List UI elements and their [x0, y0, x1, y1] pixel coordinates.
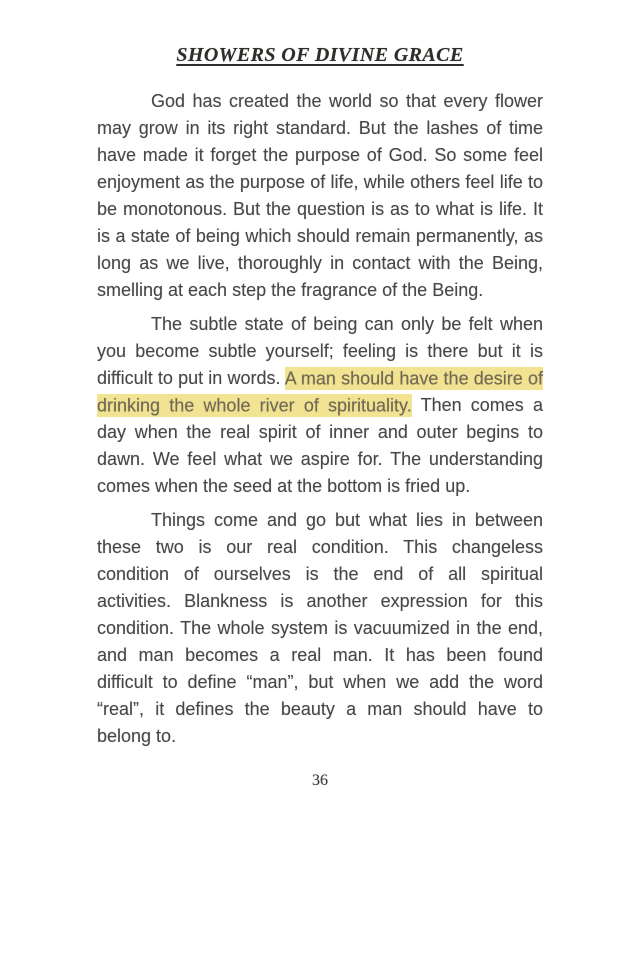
highlighted-sentence: A man should have the desire of drinking the whole river of spirituality. [97, 368, 543, 415]
paragraph-3: Things come and go but what lies in between these two is our real condition. This changeless condition of ourselves is the end of all spiritual activities. Blankness is another expression for this condition. The whole system is vacuumized in the end, and man becomes a real man. It has been found difficult to define “man”, but when we add the word “real”, it defines the beauty a man should have to belong to. [97, 510, 543, 746]
paragraph-1: God has created the world so that every flower may grow in its right standard. But the lashes of time have made it forget the purpose of God. So some feel enjoyment as the purpose of life, while others feel life to be monotonous. But the question is as to what is life. It is a state of being which should remain permanently, as long as we live, thoroughly in contact with the Being, smelling at each step the fragrance of the Being. [97, 91, 543, 300]
paragraph-2 [97, 311, 543, 500]
paragraph-2-pre-text: The subtle state of being can only be felt when you become subtle yourself; feeling is there but it is difficult to put in words. [97, 314, 543, 388]
paragraph-2-post-text: Then comes a day when the real spirit of inner and outer begins to dawn. We feel what we aspire for. The understanding comes when the seed at the bottom is fried up. [97, 395, 544, 496]
page-title: SHOWERS OF DIVINE GRACE [176, 44, 464, 66]
page-number: 36 [312, 772, 328, 789]
